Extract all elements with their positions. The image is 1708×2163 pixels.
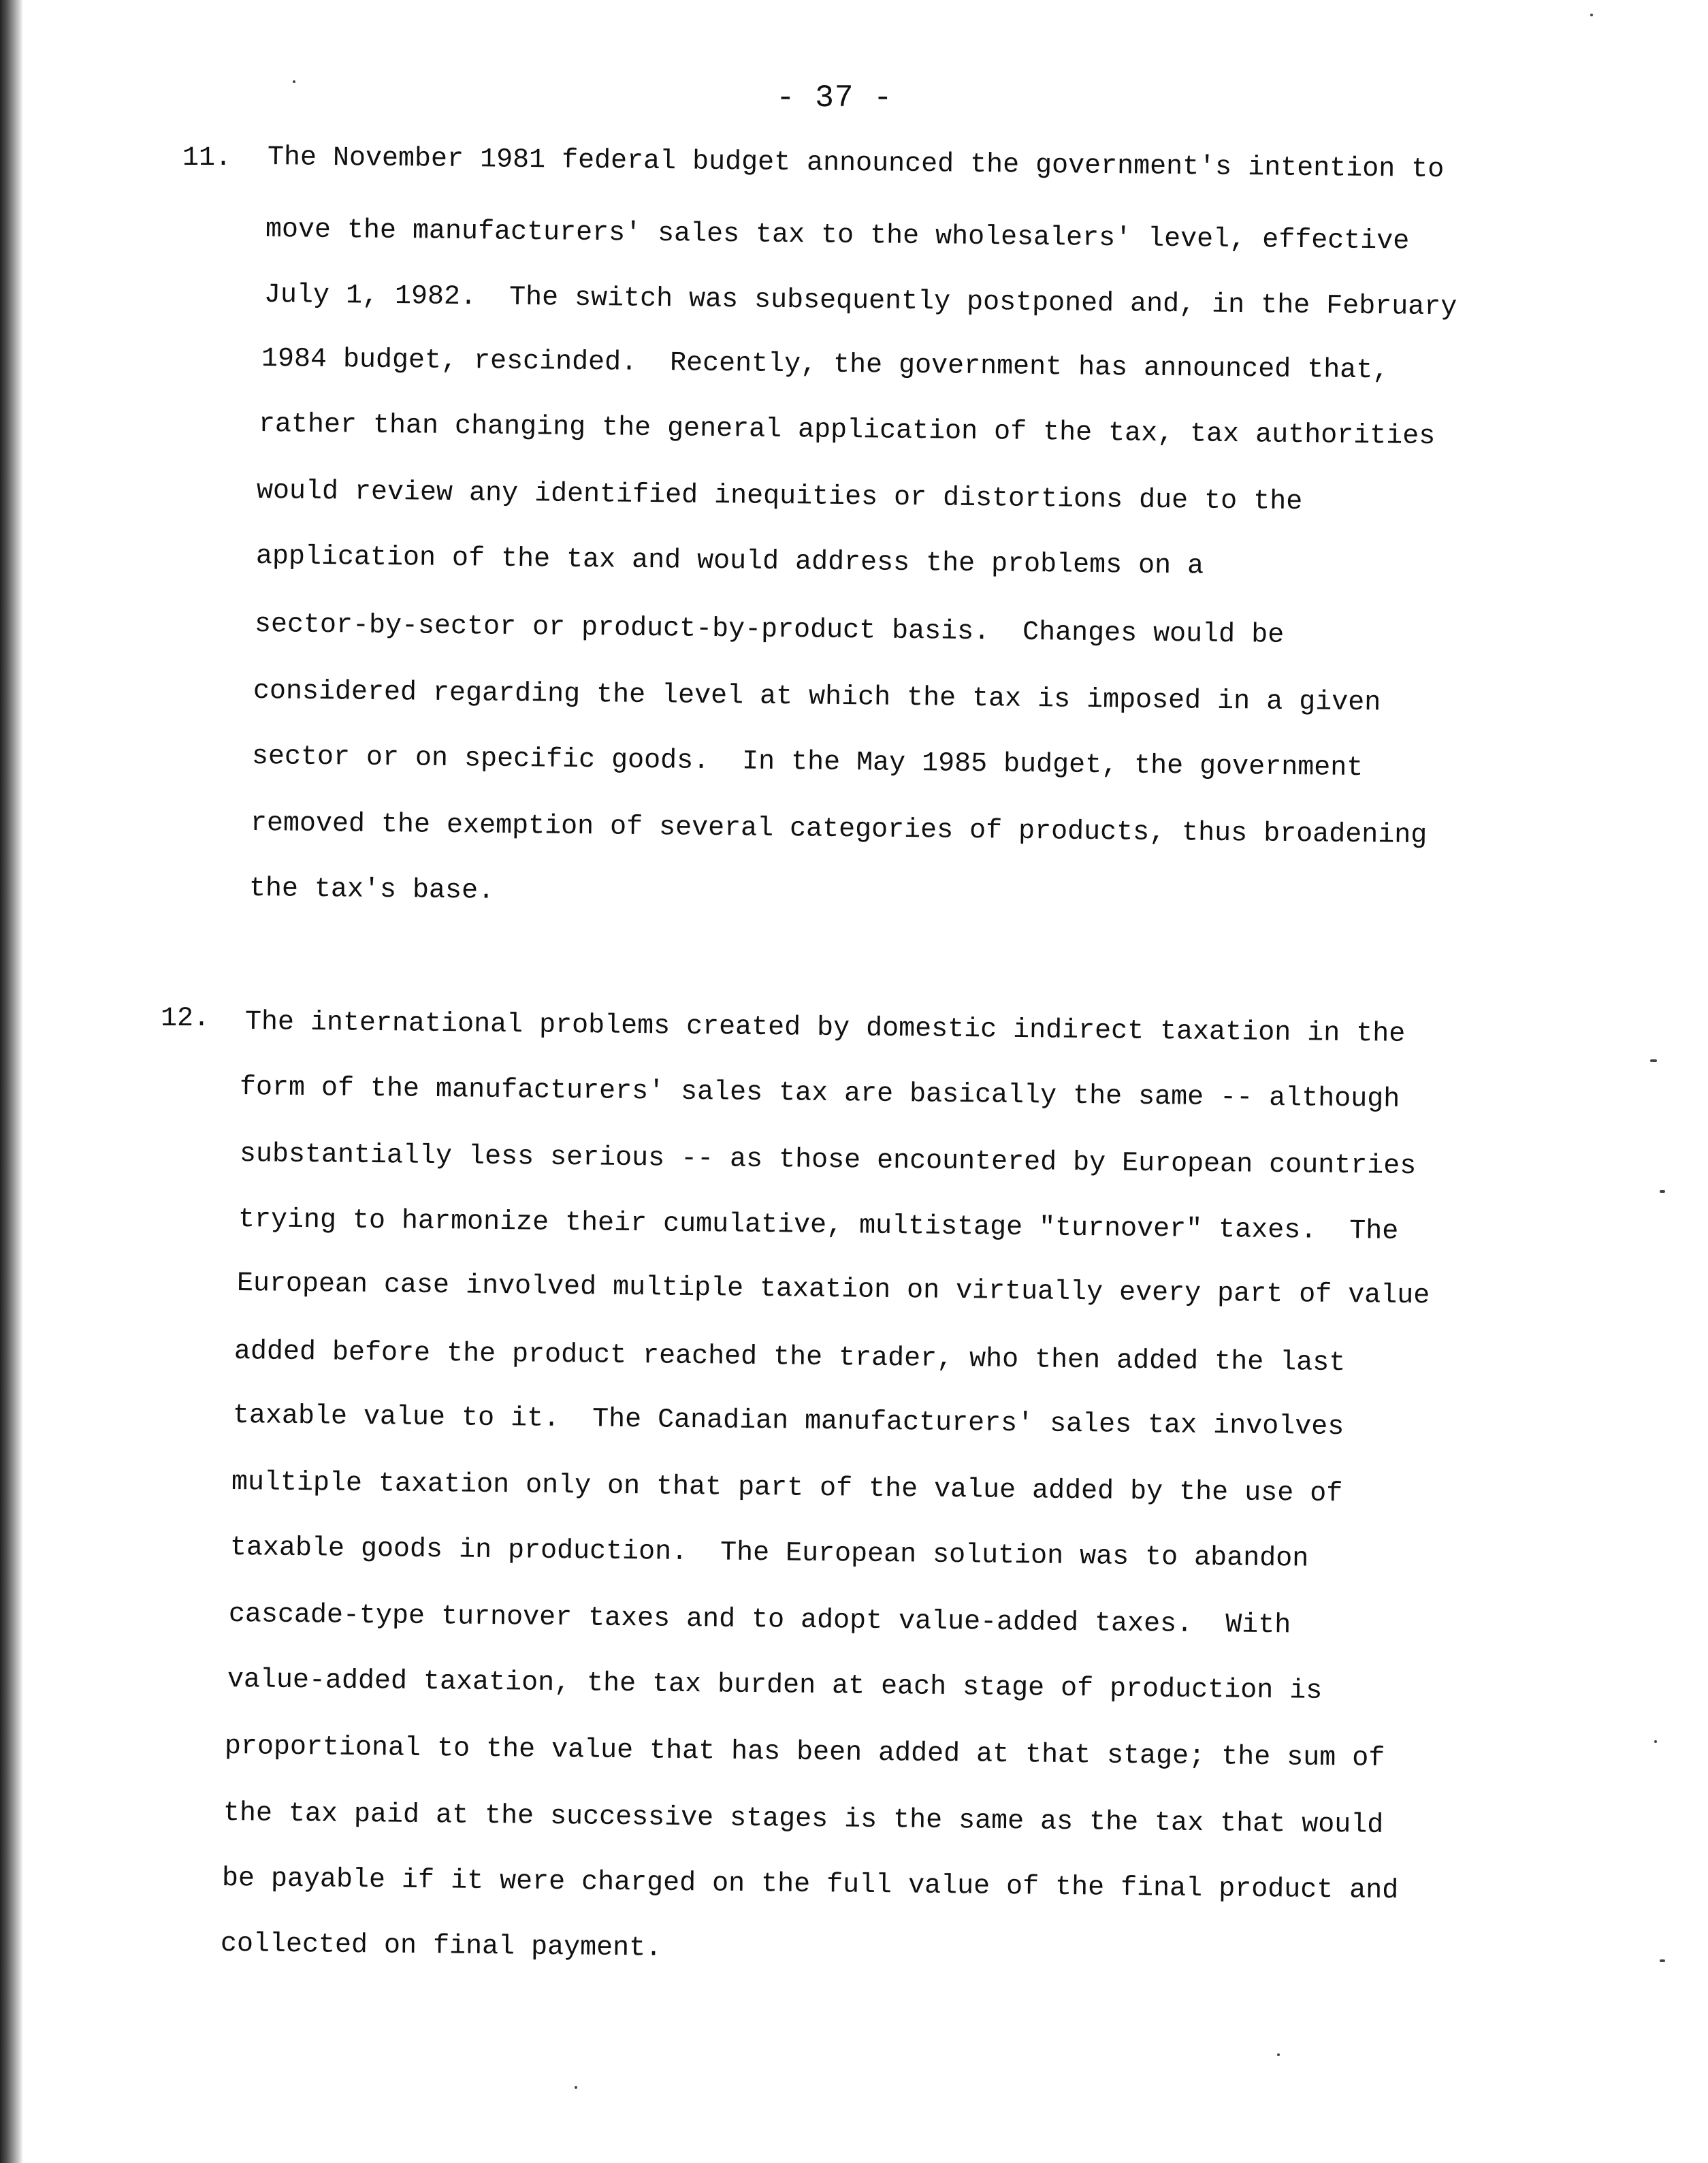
- text-line: be payable if it were charged on the full value of the final product and: [221, 1863, 1399, 1907]
- text-line: value-added taxation, the tax burden at each stage of production is: [227, 1665, 1323, 1707]
- text-line: form of the manufacturers' sales tax are basically the same -- although: [239, 1072, 1400, 1115]
- scan-speck: [1590, 14, 1593, 16]
- text-line: The international problems created by domestic indirect taxation in the: [244, 1007, 1406, 1050]
- text-line: sector or on specific goods. In the May 1985 budget, the government: [251, 741, 1364, 784]
- paragraph-number: 11.: [182, 143, 232, 174]
- page-number: - 37 -: [776, 80, 893, 116]
- scan-speck: [1654, 1740, 1657, 1743]
- text-line: taxable value to it. The Canadian manufacturers' sales tax involves: [232, 1400, 1344, 1443]
- text-line: sector-by-sector or product-by-product basis. Changes would be: [254, 609, 1285, 651]
- text-line: European case involved multiple taxation on virtually every part of value: [236, 1268, 1430, 1312]
- text-line: rather than changing the general application of the tax, tax authorities: [258, 409, 1436, 453]
- text-line: proportional to the value that has been added at that stage; the sum of: [224, 1731, 1385, 1774]
- text-line: move the manufacturers' sales tax to the wholesalers' level, effective: [265, 214, 1410, 257]
- text-line: July 1, 1982. The switch was subsequently postponed and, in the February: [263, 280, 1457, 323]
- text-line: considered regarding the level at which the tax is imposed in a given: [253, 676, 1381, 719]
- scan-edge-shadow: [0, 0, 23, 2163]
- text-line: cascade-type turnover taxes and to adopt value-added taxes. With: [228, 1599, 1291, 1641]
- scan-speck: [575, 2086, 577, 2089]
- text-line: the tax's base.: [248, 874, 495, 907]
- text-line: the tax paid at the successive stages is the same as the tax that would: [223, 1798, 1384, 1841]
- scan-speck: [293, 80, 295, 83]
- scan-speck: [1277, 2053, 1280, 2056]
- scan-speck: [1660, 1959, 1665, 1962]
- scan-speck: [1650, 1059, 1657, 1062]
- text-line: taxable goods in production. The European solution was to abandon: [229, 1533, 1309, 1575]
- text-line: added before the product reached the trader, who then added the last: [233, 1336, 1346, 1379]
- text-line: removed the exemption of several categories of products, thus broadening: [250, 808, 1428, 852]
- paragraph-number: 12.: [161, 1004, 210, 1034]
- text-line: collected on final payment.: [220, 1929, 662, 1964]
- text-line: substantially less serious -- as those encountered by European countries: [239, 1139, 1417, 1183]
- text-line: 1984 budget, rescinded. Recently, the government has announced that,: [261, 344, 1389, 387]
- text-line: would review any identified inequities or distortions due to the: [256, 476, 1303, 518]
- scan-speck: [1660, 1190, 1665, 1193]
- text-line: multiple taxation only on that part of the value added by the use of: [231, 1467, 1343, 1510]
- text-line: The November 1981 federal budget announced the government's intention to: [267, 142, 1445, 186]
- text-line: trying to harmonize their cumulative, multistage "turnover" taxes. The: [238, 1204, 1399, 1247]
- text-line: application of the tax and would address the problems on a: [255, 541, 1204, 582]
